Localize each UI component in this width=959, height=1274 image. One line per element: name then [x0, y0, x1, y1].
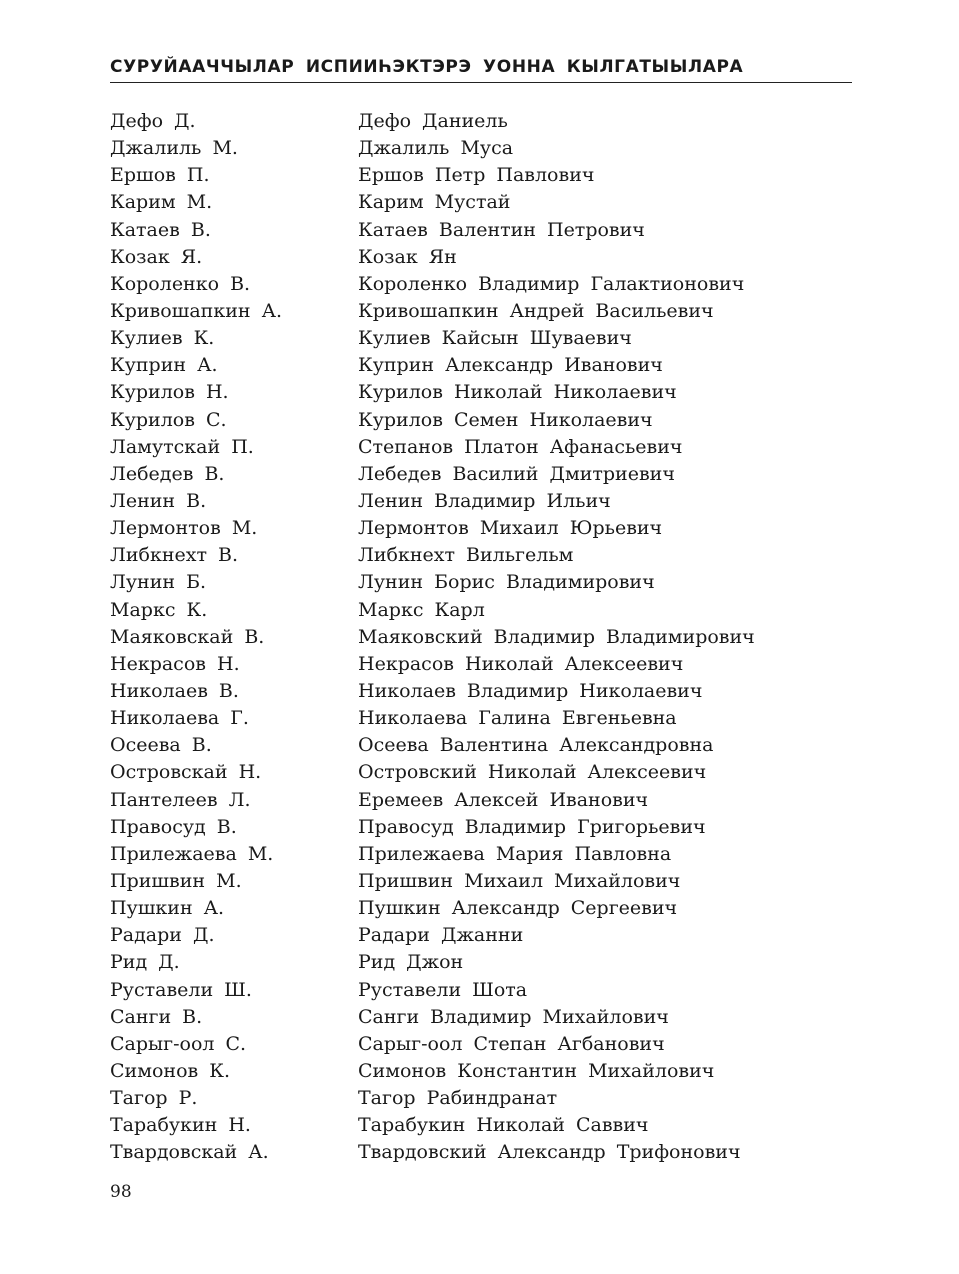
list-item [110, 977, 852, 1004]
author-full-name: Санги Владимир Михайлович [358, 1005, 669, 1028]
author-full-name: Ленин Владимир Ильич [358, 489, 611, 512]
author-full-name: Симонов Константин Михайлович [358, 1059, 715, 1082]
author-short-name: Осеева В. [110, 734, 212, 757]
author-full-name: Руставели Шота [358, 978, 528, 1001]
author-full-name: Ершов Петр Павлович [358, 164, 595, 187]
list-item [110, 1085, 852, 1112]
author-full-name: Сарыг-оол Степан Агбанович [358, 1032, 665, 1055]
list-item [110, 515, 852, 542]
author-full-name: Курилов Семен Николаевич [358, 408, 653, 431]
author-short-name: Лунин Б. [110, 571, 207, 594]
author-full-name: Кривошапкин Андрей Васильевич [358, 299, 714, 322]
list-item [110, 624, 852, 651]
author-short-name: Карим М. [110, 191, 213, 214]
author-full-name: Козак Ян [358, 245, 457, 268]
list-item [110, 434, 852, 461]
running-header [110, 56, 852, 83]
author-abbreviation-list [110, 108, 852, 1166]
author-short-name: Куприн А. [110, 354, 218, 377]
author-full-name: Либкнехт Вильгельм [358, 544, 574, 567]
list-item [110, 244, 852, 271]
author-full-name: Тагор Рабиндранат [358, 1087, 558, 1110]
list-item [110, 189, 852, 216]
list-item [110, 949, 852, 976]
author-short-name: Николаев В. [110, 679, 239, 702]
list-item [110, 841, 852, 868]
author-short-name: Тарабукин Н. [110, 1114, 251, 1137]
list-item [110, 217, 852, 244]
list-item [110, 787, 852, 814]
author-short-name: Кривошапкин А. [110, 299, 282, 322]
author-short-name: Кулиев К. [110, 327, 215, 350]
author-short-name: Радари Д. [110, 924, 215, 947]
author-short-name: Маркс К. [110, 598, 208, 621]
author-short-name: Твардовскай А. [110, 1141, 269, 1164]
author-short-name: Санги В. [110, 1005, 203, 1028]
list-item [110, 759, 852, 786]
author-full-name: Тарабукин Николай Саввич [358, 1114, 649, 1137]
author-full-name: Николаева Галина Евгеньевна [358, 707, 677, 730]
page-number: 98 [110, 1182, 132, 1202]
list-item [110, 1031, 852, 1058]
author-full-name: Еремеев Алексей Иванович [358, 788, 649, 811]
list-item [110, 868, 852, 895]
author-full-name: Островский Николай Алексеевич [358, 761, 707, 784]
author-short-name: Тагор Р. [110, 1087, 198, 1110]
author-full-name: Степанов Платон Афанасьевич [358, 435, 683, 458]
author-full-name: Катаев Валентин Петрович [358, 218, 645, 241]
author-full-name: Лунин Борис Владимирович [358, 571, 655, 594]
author-full-name: Маркс Карл [358, 598, 485, 621]
author-short-name: Ершов П. [110, 164, 210, 187]
list-item [110, 1112, 852, 1139]
list-item [110, 922, 852, 949]
author-short-name: Лермонтов М. [110, 517, 258, 540]
author-short-name: Ленин В. [110, 489, 207, 512]
author-short-name: Курилов Н. [110, 381, 229, 404]
author-short-name: Катаев В. [110, 218, 211, 241]
list-item [110, 1058, 852, 1085]
list-item [110, 732, 852, 759]
list-item [110, 705, 852, 732]
author-short-name: Маяковскай В. [110, 625, 265, 648]
author-full-name: Николаев Владимир Николаевич [358, 679, 703, 702]
author-short-name: Руставели Ш. [110, 978, 252, 1001]
list-item [110, 678, 852, 705]
list-item [110, 135, 852, 162]
author-short-name: Ламутскай П. [110, 435, 254, 458]
author-short-name: Симонов К. [110, 1059, 231, 1082]
author-full-name: Рид Джон [358, 951, 464, 974]
list-item [110, 651, 852, 678]
author-full-name: Короленко Владимир Галактионович [358, 272, 745, 295]
list-item [110, 814, 852, 841]
author-short-name: Козак Я. [110, 245, 203, 268]
list-item [110, 597, 852, 624]
author-full-name: Пришвин Михаил Михайлович [358, 869, 681, 892]
list-item [110, 1004, 852, 1031]
author-full-name: Некрасов Николай Алексеевич [358, 652, 684, 675]
list-item [110, 298, 852, 325]
author-short-name: Лебедев В. [110, 462, 225, 485]
author-full-name: Маяковский Владимир Владимирович [358, 625, 755, 648]
author-short-name: Николаева Г. [110, 707, 249, 730]
author-full-name: Джалиль Муса [358, 137, 514, 160]
author-short-name: Пантелеев Л. [110, 788, 251, 811]
author-full-name: Курилов Николай Николаевич [358, 381, 677, 404]
author-full-name: Кулиев Кайсын Шуваевич [358, 327, 632, 350]
author-full-name: Правосуд Владимир Григорьевич [358, 815, 706, 838]
author-short-name: Правосуд В. [110, 815, 237, 838]
list-item [110, 569, 852, 596]
list-item [110, 325, 852, 352]
list-item [110, 461, 852, 488]
author-full-name: Лермонтов Михаил Юрьевич [358, 517, 663, 540]
author-full-name: Лебедев Василий Дмитриевич [358, 462, 675, 485]
list-item [110, 108, 852, 135]
author-short-name: Рид Д. [110, 951, 180, 974]
author-full-name: Карим Мустай [358, 191, 511, 214]
author-short-name: Курилов С. [110, 408, 227, 431]
author-short-name: Либкнехт В. [110, 544, 239, 567]
author-full-name: Осеева Валентина Александровна [358, 734, 714, 757]
list-item [110, 542, 852, 569]
author-full-name: Куприн Александр Иванович [358, 354, 663, 377]
author-short-name: Короленко В. [110, 272, 251, 295]
list-item [110, 271, 852, 298]
author-short-name: Сарыг-оол С. [110, 1032, 247, 1055]
author-full-name: Прилежаева Мария Павловна [358, 842, 672, 865]
author-full-name: Радари Джанни [358, 924, 524, 947]
list-item [110, 1139, 852, 1166]
list-item [110, 407, 852, 434]
author-short-name: Пушкин А. [110, 897, 225, 920]
list-item [110, 379, 852, 406]
author-full-name: Твардовский Александр Трифонович [358, 1141, 741, 1164]
author-short-name: Джалиль М. [110, 137, 238, 160]
list-item [110, 895, 852, 922]
list-item [110, 162, 852, 189]
author-full-name: Пушкин Александр Сергеевич [358, 897, 678, 920]
author-short-name: Пришвин М. [110, 869, 242, 892]
author-short-name: Дефо Д. [110, 110, 196, 132]
author-full-name: Дефо Даниель [358, 110, 508, 132]
list-item [110, 352, 852, 379]
author-short-name: Прилежаева М. [110, 842, 274, 865]
author-short-name: Некрасов Н. [110, 652, 240, 675]
header-title: СУРУЙААЧЧЫЛАР ИСПИИҺЭКТЭРЭ УОННА КЫЛГАТЫЫЛАРА [110, 57, 744, 77]
author-short-name: Островскай Н. [110, 761, 262, 784]
list-item [110, 488, 852, 515]
